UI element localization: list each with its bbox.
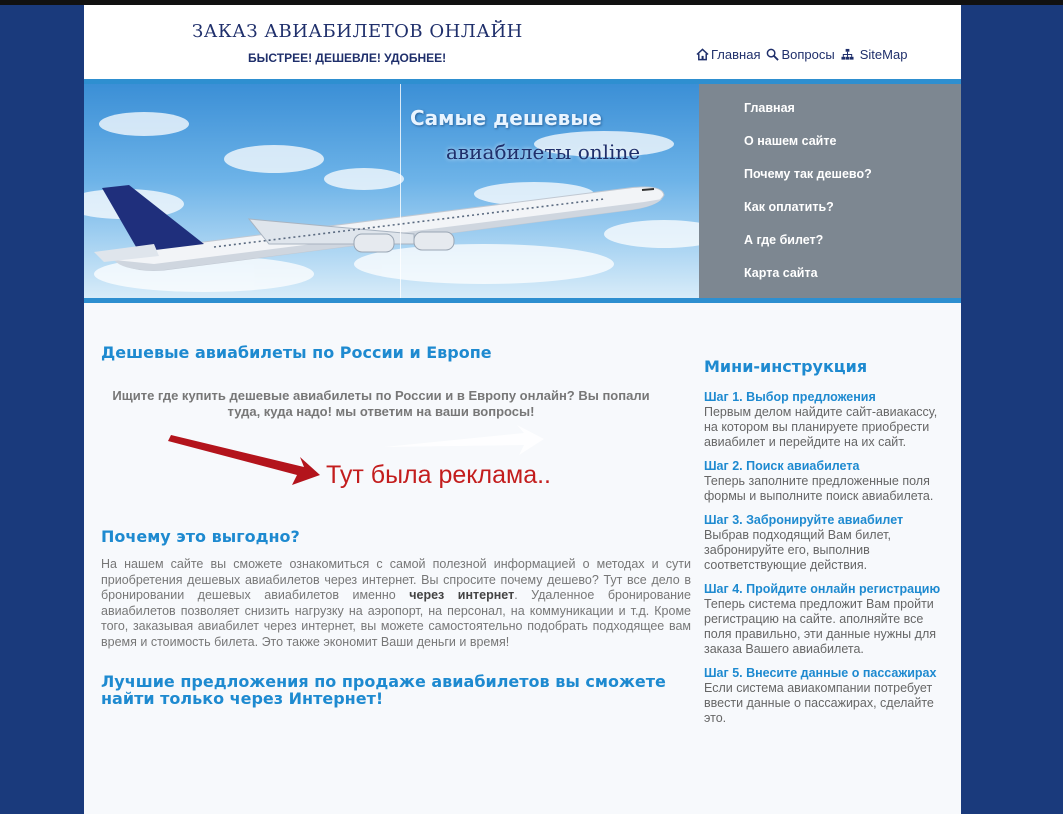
intro-text: Ищите где купить дешевые авиабилеты по России и в Европу онлайн? Вы попали туда, куда надо! мы ответим на ваши вопросы! [112,388,650,419]
step-4-title: Шаг 4. Пройдите онлайн регистрацию [704,582,941,596]
ad-placeholder-text: Тут была реклама.. [326,461,551,489]
step-3-text: Выбрав подходящий Вам билет, забронируйте его, выполнив соответствующие действия. [704,528,891,572]
top-link-questions-label: Вопросы [781,47,835,62]
sidebar-instructions [704,357,949,735]
top-link-home[interactable] [696,47,760,62]
sitemap-icon [841,48,854,61]
banner-subheadline: авиабилеты online [446,140,641,164]
step-1-title: Шаг 1. Выбор предложения [704,390,876,404]
sidebar-heading: Мини-инструкция [704,357,868,376]
nav-item-home[interactable]: Главная [744,101,795,115]
banner-divider [400,84,401,298]
page-container [84,5,961,814]
step-1 [704,390,949,450]
site-slogan: БЫСТРЕЕ! ДЕШЕВЛЕ! УДОБНЕЕ! [248,51,447,65]
nav-item-sitemap[interactable]: Карта сайта [744,266,818,280]
step-3-title: Шаг 3. Забронируйте авиабилет [704,513,904,527]
why-text-bold: через интернет [409,588,515,602]
step-4 [704,582,949,657]
why-text-part2: . Удаленное бронирование авиабилетов позволяет снизить нагрузку на аэропорт, на персонал, на коммуникации и т.д. Кроме того, заказывая авиабилет через интернет, вы можете самостоятельно подобрать подходящее вам время и стоимость билета. Это также экономит Ваши деньги и время! [101,588,691,649]
top-link-home-label: Главная [711,47,761,62]
main-nav [699,84,961,298]
home-icon [696,48,709,61]
nav-item-where-ticket[interactable]: А где билет? [744,233,824,247]
nav-item-how-to-pay[interactable]: Как оплатить? [744,200,834,214]
step-5-text: Если система авиакомпании потребует ввести данные о пассажирах, сделайте это. [704,681,934,725]
site-title: ЗАКАЗ АВИАБИЛЕТОВ ОНЛАЙН [192,21,523,42]
step-1-text: Первым делом найдите сайт-авиакассу, на котором вы планируете приобрести авиабилет и перейдите на их сайт. [704,405,938,449]
top-link-sitemap[interactable] [841,47,908,62]
top-link-questions[interactable] [766,47,834,62]
main-heading: Дешевые авиабилеты по России и Европе [101,343,492,362]
nav-item-why-cheap[interactable]: Почему так дешево? [744,167,872,181]
step-2-title: Шаг 2. Поиск авиабилета [704,459,860,473]
step-5 [704,666,949,726]
banner-image [84,84,699,298]
nav-item-about[interactable]: О нашем сайте [744,134,837,148]
why-text-part1: На нашем сайте вы сможете ознакомиться с самой полезной информацией о методах и сути приобретения дешевых авиабилетов через интернет. Вы спросите почему дешево? Тут все дело в бронировании дешевых авиабилетов именно [101,557,691,602]
site-header [84,5,961,79]
why-paragraph [101,557,691,650]
banner [84,84,961,298]
top-links [696,47,907,62]
magnifier-icon [766,48,779,61]
step-2 [704,459,949,504]
banner-divider-bar [84,298,961,303]
step-2-text: Теперь заполните предложенные поля формы и выполните поиск авиабилета. [704,474,934,503]
step-5-title: Шаг 5. Внесите данные о пассажирах [704,666,937,680]
banner-headline: Самые дешевые [410,106,602,130]
top-link-sitemap-label: SiteMap [859,47,908,62]
step-3 [704,513,949,573]
airplane-illustration [84,84,699,298]
step-4-text: Теперь система предложит Вам пройти регистрацию на сайте. аполняйте все поля правильно, эти данные нужны для заказа Вашего авиабилета. [704,597,937,656]
why-heading: Почему это выгодно? [101,527,300,546]
best-offers-heading: Лучшие предложения по продаже авиабилетов вы сможете найти только через Интернет! [101,672,666,708]
